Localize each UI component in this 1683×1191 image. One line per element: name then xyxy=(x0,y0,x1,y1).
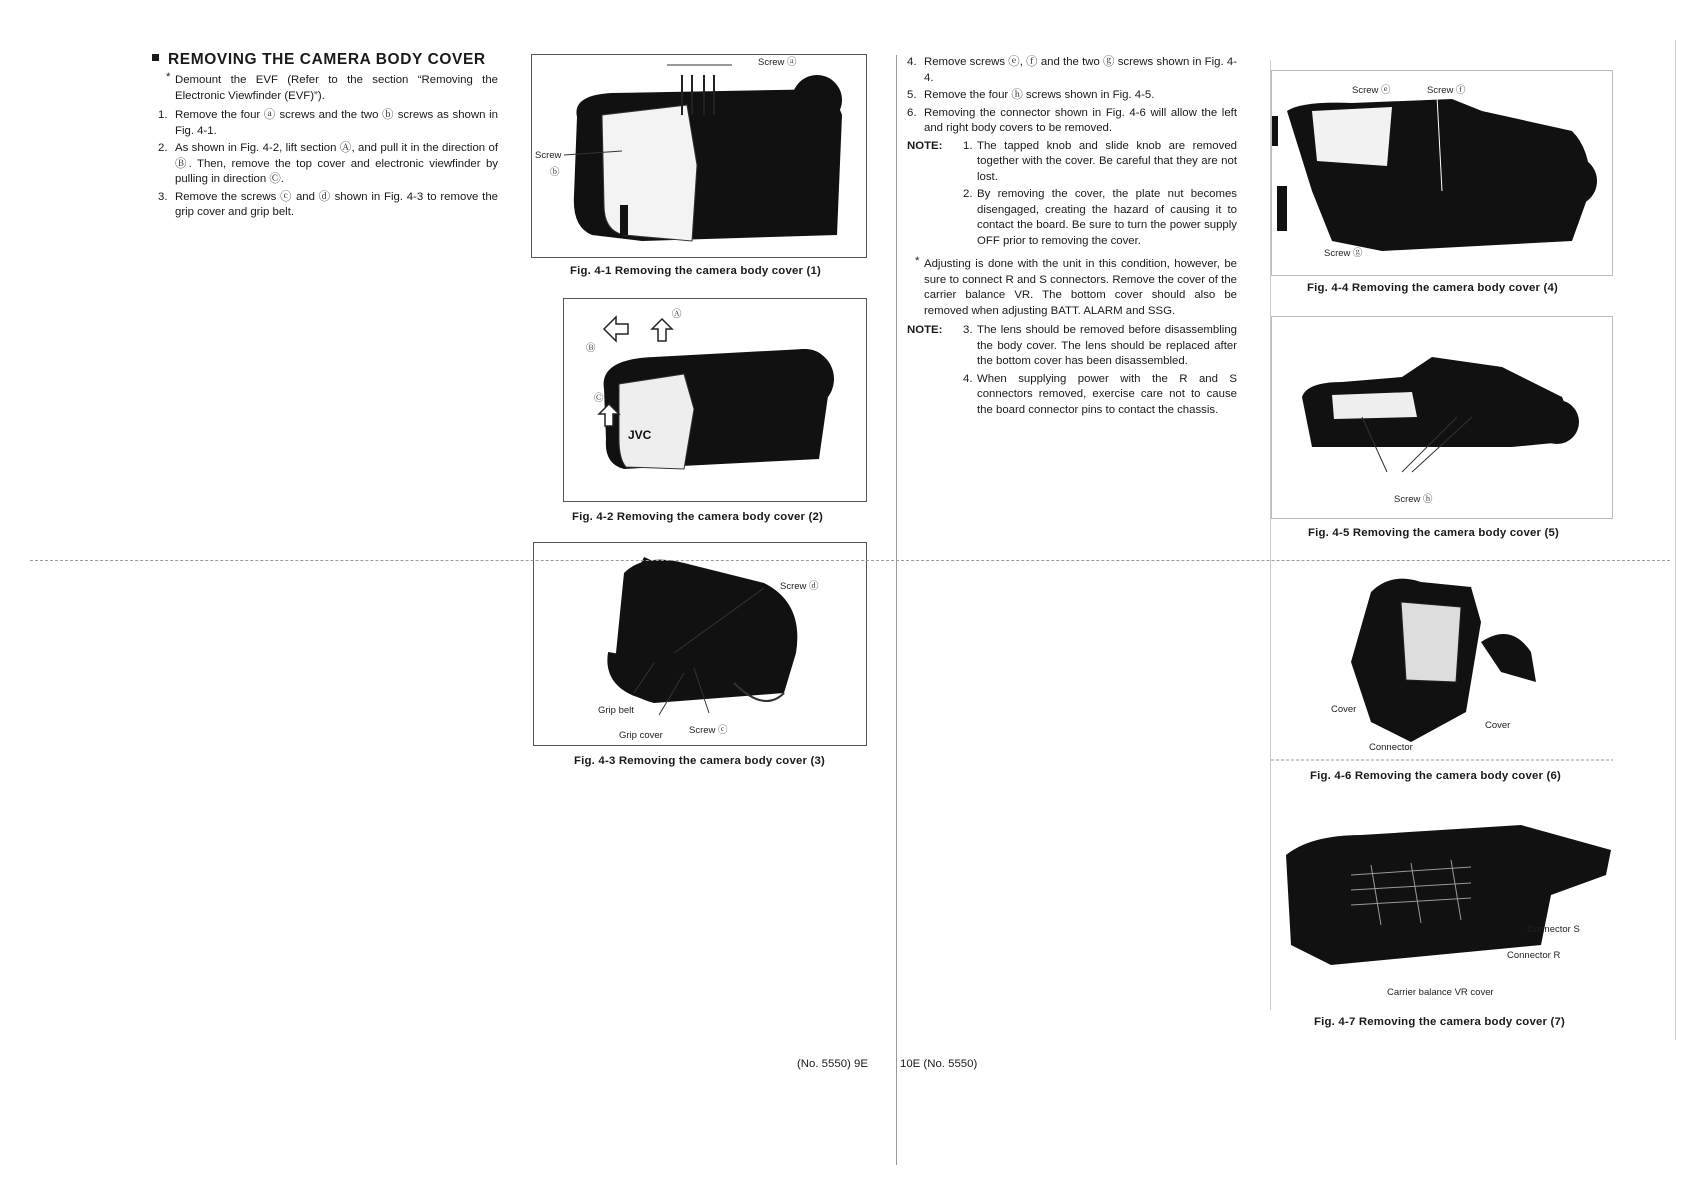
figure-4-6 xyxy=(1271,562,1613,762)
label-screw-a: Screw ⓐ xyxy=(758,57,797,68)
note-number: 2. xyxy=(963,188,973,200)
note-2 xyxy=(907,187,1237,249)
column-divider xyxy=(1270,60,1271,1010)
right-edge-line xyxy=(1675,40,1676,1040)
label-screw-d: Screw ⓓ xyxy=(780,581,819,592)
asterisk-mark: * xyxy=(166,71,171,83)
label-screw-g: Screw ⓖ xyxy=(1324,248,1363,259)
label-A: Ⓐ xyxy=(672,309,682,320)
figure-4-5-caption: Fig. 4-5 Removing the camera body cover (5) xyxy=(1308,527,1560,539)
arrow-a-icon xyxy=(652,319,672,341)
label-screw-b: Screw xyxy=(535,150,562,161)
note-number: 4. xyxy=(963,372,973,385)
right-page-number: 10E (No. 5550) xyxy=(900,1058,978,1070)
camera-photo-7 xyxy=(1271,805,1621,1005)
left-page-number: (No. 5550) 9E xyxy=(797,1058,868,1070)
adjust-text: Adjusting is done with the unit in this condition, however, be sure to connect R and S connectors. Remove the cover of the carrier balance VR. The bottom cover should also be removed when adjusting BATT. ALARM and SSG. xyxy=(924,258,1237,317)
heading-bullet xyxy=(152,54,159,61)
step-number: 2. xyxy=(158,142,168,154)
right-text-column xyxy=(907,55,1237,420)
step-text: Remove screws ⓔ, ⓕ and the two ⓖ screws shown in Fig. 4-4. xyxy=(924,56,1237,84)
figure-4-2 xyxy=(563,298,867,502)
note-text: The lens should be removed before disassembling the body cover. The lens should be replaced after the bottom cover has been disassembled. xyxy=(977,324,1237,367)
figure-4-2-caption: Fig. 4-2 Removing the camera body cover (2) xyxy=(572,511,824,523)
step-4 xyxy=(907,55,1237,86)
label-connector-r: Connector R xyxy=(1507,950,1561,961)
note-text: By removing the cover, the plate nut becomes disengaged, creating the hazard of causing it to contact the board. Be sure to turn the power supply OFF prior to removing the cover. xyxy=(977,188,1237,247)
label-b: ⓑ xyxy=(550,167,560,178)
step-number: 4. xyxy=(907,56,917,68)
label-C: Ⓒ xyxy=(594,393,604,404)
label-carrier-cover: Carrier balance VR cover xyxy=(1387,987,1494,998)
asterisk-mark: * xyxy=(915,255,920,267)
figure-4-3 xyxy=(533,542,867,746)
note-text: When supplying power with the R and S connectors removed, exercise care not to cause the board connector pins to contact the chassis. xyxy=(977,372,1237,416)
step-5 xyxy=(907,88,1237,104)
step-3 xyxy=(158,190,498,221)
page-fold-line xyxy=(896,55,897,1165)
step-text: Remove the screws ⓒ and ⓓ shown in Fig. 4-3 to remove the grip cover and grip belt. xyxy=(175,190,498,218)
note-label: NOTE: xyxy=(907,139,943,152)
label-cover-left: Cover xyxy=(1331,704,1357,715)
note-number: 3. xyxy=(963,324,973,336)
label-grip-cover: Grip cover xyxy=(619,730,663,741)
figure-4-3-caption: Fig. 4-3 Removing the camera body cover (3) xyxy=(574,755,826,767)
intro-paragraph xyxy=(158,73,498,104)
brand-logo: JVC xyxy=(628,428,652,442)
figure-4-7 xyxy=(1271,805,1621,1005)
note-3 xyxy=(907,323,1237,370)
note-4 xyxy=(907,372,1237,419)
cut-line xyxy=(30,560,1670,562)
camera-photo-4 xyxy=(1272,71,1612,275)
camera-photo-3 xyxy=(534,543,866,745)
camera-photo-1 xyxy=(532,55,866,257)
step-number: 3. xyxy=(158,190,168,203)
figure-4-5 xyxy=(1271,316,1613,519)
camera-photo-5 xyxy=(1272,317,1612,518)
note-1 xyxy=(907,139,1237,186)
step-text: Remove the four ⓗ screws shown in Fig. 4-5. xyxy=(924,89,1155,101)
figure-4-7-caption: Fig. 4-7 Removing the camera body cover (7) xyxy=(1314,1016,1566,1028)
step-number: 1. xyxy=(158,109,168,121)
figure-4-1-caption: Fig. 4-1 Removing the camera body cover (1) xyxy=(570,265,822,277)
figure-4-6-caption: Fig. 4-6 Removing the camera body cover (6) xyxy=(1310,770,1562,782)
figure-4-1 xyxy=(531,54,867,258)
label-B: Ⓑ xyxy=(586,343,596,354)
step-1 xyxy=(158,108,498,139)
label-screw-f: Screw ⓕ xyxy=(1427,85,1466,96)
camera-photo-2 xyxy=(564,299,866,501)
camera-photo-6 xyxy=(1271,562,1613,762)
label-screw-c: Screw ⓒ xyxy=(689,725,728,736)
figure-4-4-caption: Fig. 4-4 Removing the camera body cover (4) xyxy=(1307,282,1559,294)
figure-4-4 xyxy=(1271,70,1613,276)
label-cover-right: Cover xyxy=(1485,720,1511,731)
intro-text: Demount the EVF (Refer to the section “Removing the Electronic Viewfinder (EVF)”). xyxy=(175,74,498,102)
label-grip-belt: Grip belt xyxy=(598,705,634,716)
section-title: REMOVING THE CAMERA BODY COVER xyxy=(168,51,486,68)
note-text: The tapped knob and slide knob are removed together with the cover. Be careful that they are not lost. xyxy=(977,139,1237,183)
label-connector-s: Connector S xyxy=(1527,924,1580,935)
section-heading xyxy=(152,51,486,69)
step-text: Removing the connector shown in Fig. 4-6 will allow the left and right body covers to be removed. xyxy=(924,106,1237,134)
label-screw-e: Screw ⓔ xyxy=(1352,85,1391,96)
note-number: 1. xyxy=(963,139,973,152)
step-6 xyxy=(907,106,1237,137)
step-2 xyxy=(158,141,498,188)
arrow-b-icon xyxy=(604,317,628,341)
adjust-paragraph xyxy=(907,257,1237,319)
step-text: Remove the four ⓐ screws and the two ⓑ screws as shown in Fig. 4-1. xyxy=(175,109,498,137)
label-connector: Connector xyxy=(1369,742,1413,753)
left-text-column xyxy=(158,73,498,223)
step-number: 5. xyxy=(907,89,917,101)
step-text: As shown in Fig. 4-2, lift section Ⓐ, and pull it in the direction of Ⓑ. Then, remove the top cover and electronic viewfinder by pulling in direction Ⓒ. xyxy=(175,142,498,185)
label-screw-h: Screw ⓗ xyxy=(1394,494,1433,505)
step-number: 6. xyxy=(907,106,917,119)
note-label: NOTE: xyxy=(907,324,943,336)
